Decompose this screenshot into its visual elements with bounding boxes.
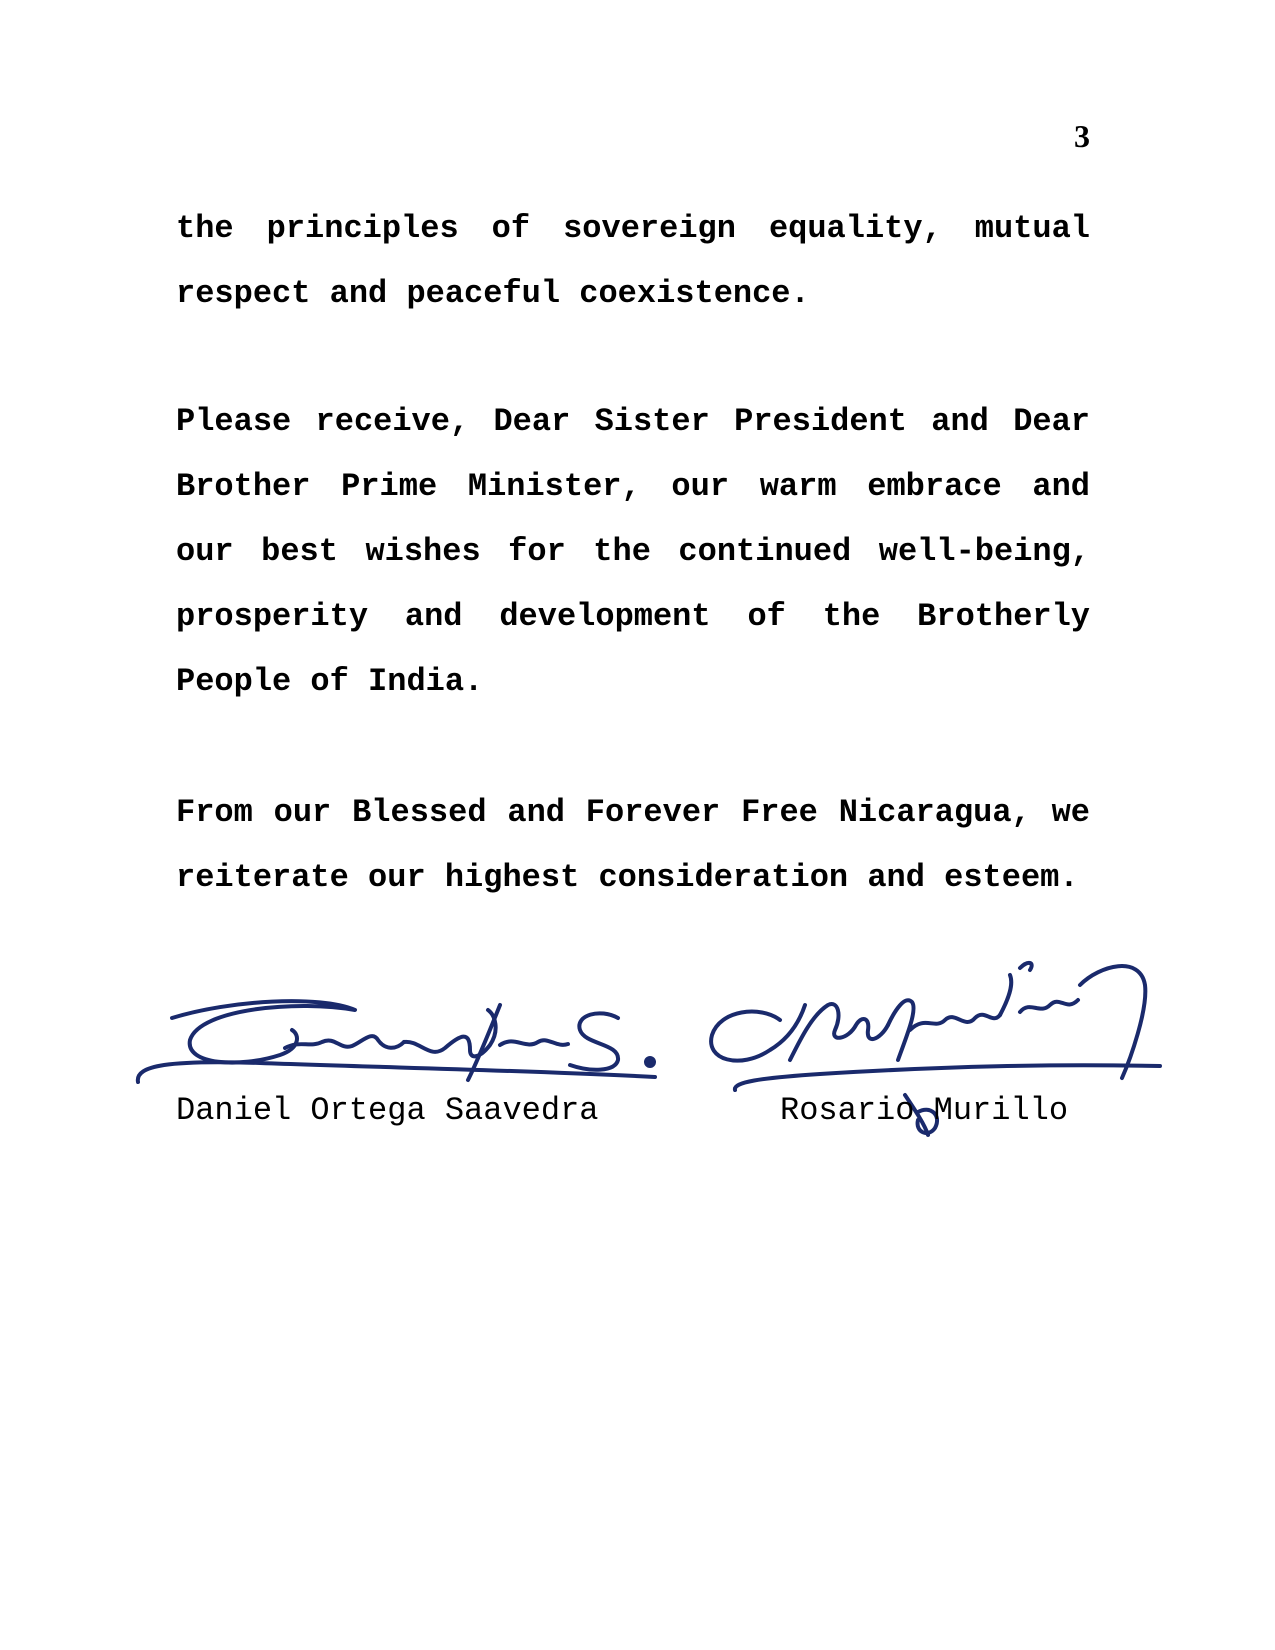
paragraph-text: From our Blessed and Forever Free Nicaragua, we reiterate our highest consideration and esteem. bbox=[176, 794, 1090, 896]
paragraph-principles bbox=[176, 196, 1090, 326]
paragraph-greetings bbox=[176, 389, 1090, 714]
signatory-name-1: Daniel Ortega Saavedra bbox=[176, 1092, 599, 1129]
page-number: 3 bbox=[1074, 118, 1090, 154]
signatory-name-2: Rosario Murillo bbox=[780, 1092, 1069, 1129]
signature-daniel-ortega bbox=[138, 1001, 655, 1082]
paragraph-closing bbox=[176, 780, 1090, 910]
paragraph-text: Please receive, Dear Sister President and Dear Brother Prime Minister, our warm embrace and our best wishes for the continued well-being, prosperity and development of the Brotherly People of India. bbox=[176, 403, 1090, 700]
paragraph-text: the principles of sovereign equality, mutual respect and peaceful coexistence. bbox=[176, 210, 1090, 312]
